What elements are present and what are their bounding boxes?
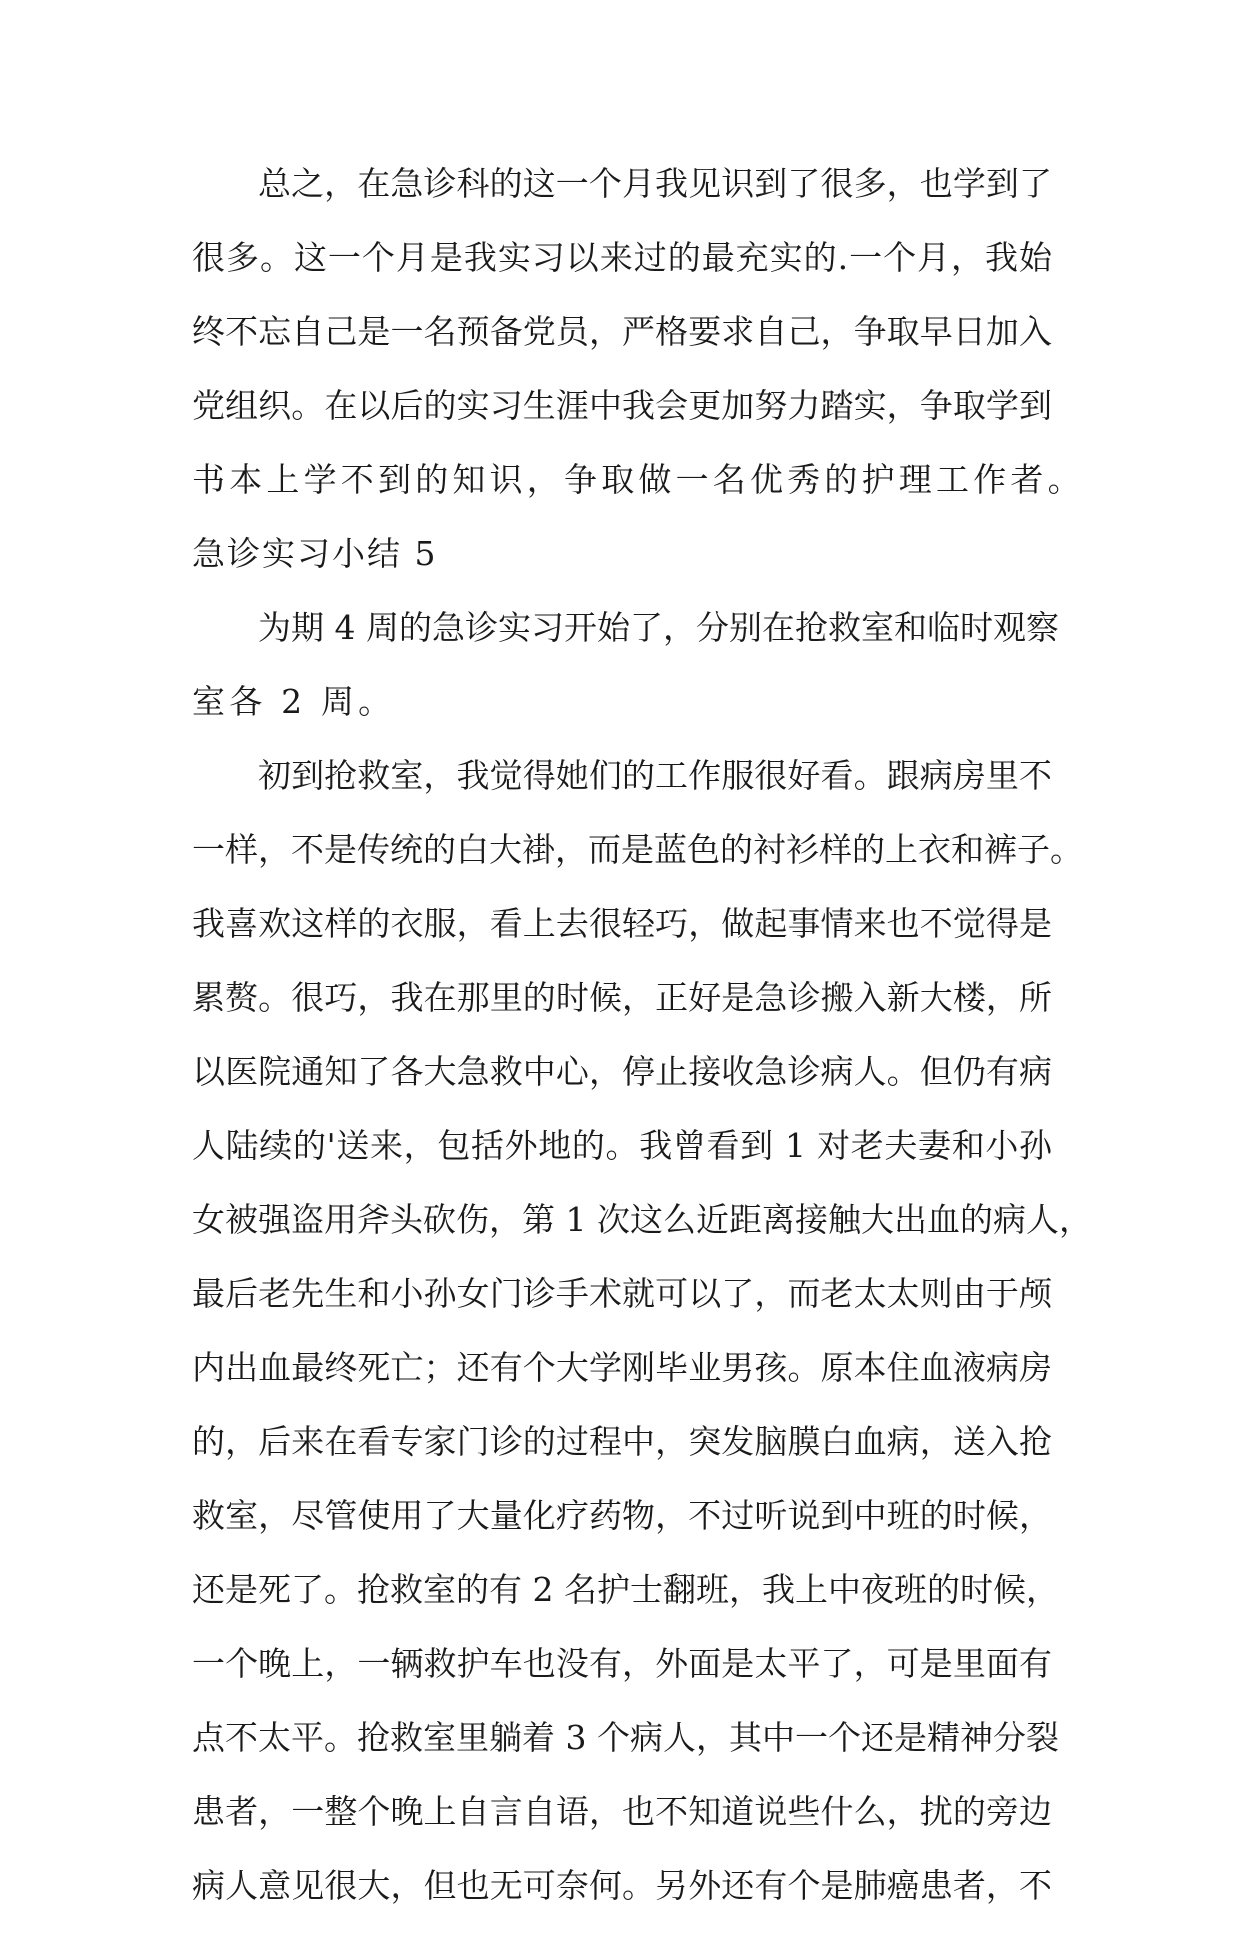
- text-line: 内出血最终死亡；还有个大学刚毕业男孩。原本住血液病房: [192, 1348, 1052, 1387]
- text-line: 书本上学不到的知识，争取做一名优秀的护理工作者。: [192, 460, 1085, 499]
- text-line: 很多。这一个月是我实习以来过的最充实的.一个月，我始: [192, 238, 1052, 277]
- text-line: 的，后来在看专家门诊的过程中，突发脑膜白血病，送入抢: [192, 1422, 1052, 1461]
- text-line: 还是死了。抢救室的有 2 名护士翻班，我上中夜班的时候，: [192, 1570, 1059, 1609]
- text-line: 总之，在急诊科的这一个月我见识到了很多，也学到了: [258, 164, 1052, 203]
- text-line: 室各 2 周。: [192, 682, 396, 721]
- text-line: 病人意见很大，但也无可奈何。另外还有个是肺癌患者，不: [192, 1866, 1052, 1905]
- text-line: 以医院通知了各大急救中心，停止接收急诊病人。但仍有病: [192, 1052, 1052, 1091]
- text-line: 终不忘自己是一名预备党员，严格要求自己，争取早日加入: [192, 312, 1052, 351]
- text-line: 累赘。很巧，我在那里的时候，正好是急诊搬入新大楼，所: [192, 978, 1052, 1017]
- section-heading: 急诊实习小结 5: [192, 534, 438, 573]
- document-body: [192, 160, 1092, 1936]
- text-line: 一样，不是传统的白大褂，而是蓝色的衬衫样的上衣和裤子。: [192, 830, 1083, 869]
- text-line: 我喜欢这样的衣服，看上去很轻巧，做起事情来也不觉得是: [192, 904, 1052, 943]
- text-line: 初到抢救室，我觉得她们的工作服很好看。跟病房里不: [258, 756, 1052, 795]
- text-line: 党组织。在以后的实习生涯中我会更加努力踏实，争取学到: [192, 386, 1052, 425]
- text-line: 最后老先生和小孙女门诊手术就可以了，而老太太则由于颅: [192, 1274, 1052, 1313]
- text-line: 救室，尽管使用了大量化疗药物，不过听说到中班的时候，: [192, 1496, 1052, 1535]
- text-line: 患者，一整个晚上自言自语，也不知道说些什么，扰的旁边: [192, 1792, 1052, 1831]
- text-line: 为期 4 周的急诊实习开始了，分别在抢救室和临时观察: [258, 608, 1059, 647]
- text-line: 人陆续的'送来，包括外地的。我曾看到 1 对老夫妻和小孙: [192, 1126, 1052, 1165]
- text-line: 一个晚上，一辆救护车也没有，外面是太平了，可是里面有: [192, 1644, 1052, 1683]
- text-line: 点不太平。抢救室里躺着 3 个病人，其中一个还是精神分裂: [192, 1718, 1059, 1757]
- text-line: 女被强盗用斧头砍伤，第 1 次这么近距离接触大出血的病人，: [192, 1200, 1092, 1239]
